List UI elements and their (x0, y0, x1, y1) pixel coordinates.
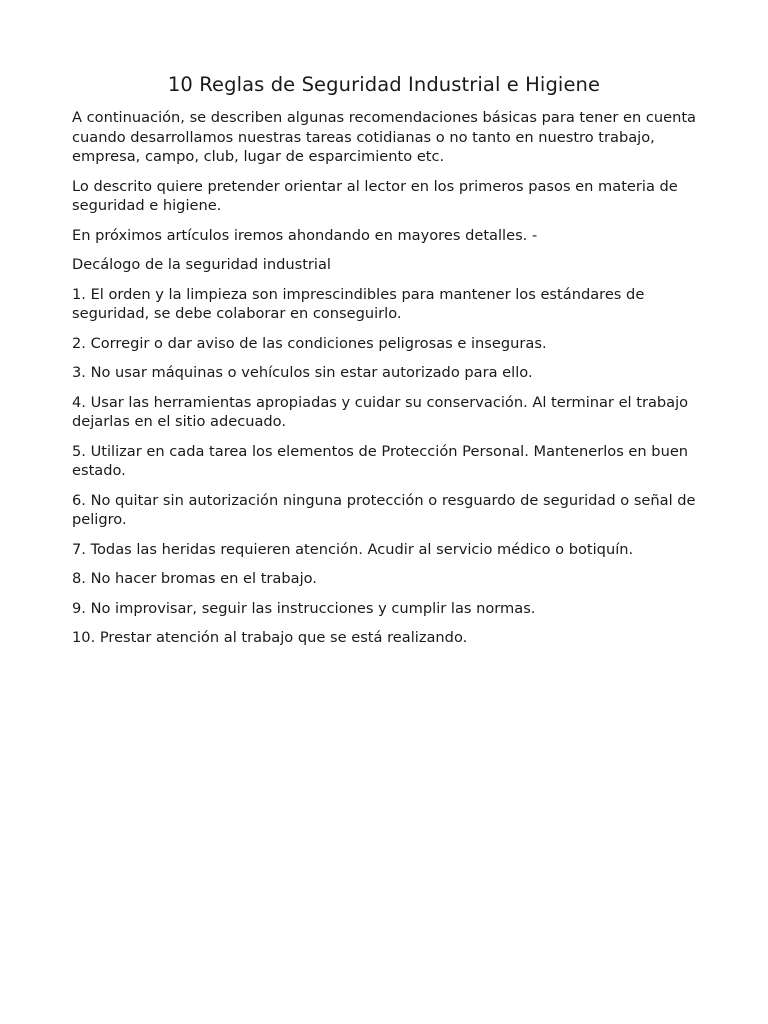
rule-item-9: 9. No improvisar, seguir las instrucciones y cumplir las normas. (72, 599, 536, 617)
intro-paragraph-1: A continuación, se describen algunas recomendaciones básicas para tener en cuenta cuando desarrollamos nuestras tareas cotidianas o no tanto en nuestro trabajo, empresa, campo, club, lugar de esparcimiento etc. (72, 109, 696, 165)
rule-item-1: 1. El orden y la limpieza son imprescindibles para mantener los estándares de seguridad, se debe colaborar en conseguirlo. (72, 285, 645, 322)
rule-item-7: 7. Todas las heridas requieren atención. Acudir al servicio médico o botiquín. (72, 540, 634, 558)
list-heading: Decálogo de la seguridad industrial (72, 256, 331, 273)
rule-item-2: 2. Corregir o dar aviso de las condiciones peligrosas e inseguras. (72, 334, 547, 352)
page-title: 10 Reglas de Seguridad Industrial e Higiene (167, 73, 601, 96)
intro-paragraph-3: En próximos artículos iremos ahondando en mayores detalles. - (72, 226, 538, 244)
rule-item-6: 6. No quitar sin autorización ninguna protección o resguardo de seguridad o señal de peligro. (72, 491, 696, 528)
rule-item-8: 8. No hacer bromas en el trabajo. (72, 570, 317, 587)
rule-item-10: 10. Prestar atención al trabajo que se está realizando. (72, 629, 468, 646)
intro-paragraph-2: Lo descrito quiere pretender orientar al lector en los primeros pasos en materia de seguridad e higiene. (72, 177, 678, 214)
rule-item-3: 3. No usar máquinas o vehículos sin estar autorizado para ello. (72, 364, 533, 381)
rule-item-5: 5. Utilizar en cada tarea los elementos de Protección Personal. Mantenerlos en buen estado. (72, 442, 689, 479)
rule-item-4: 4. Usar las herramientas apropiadas y cuidar su conservación. Al terminar el trabajo dejarlas en el sitio adecuado. (72, 393, 689, 430)
document-body (72, 108, 696, 648)
